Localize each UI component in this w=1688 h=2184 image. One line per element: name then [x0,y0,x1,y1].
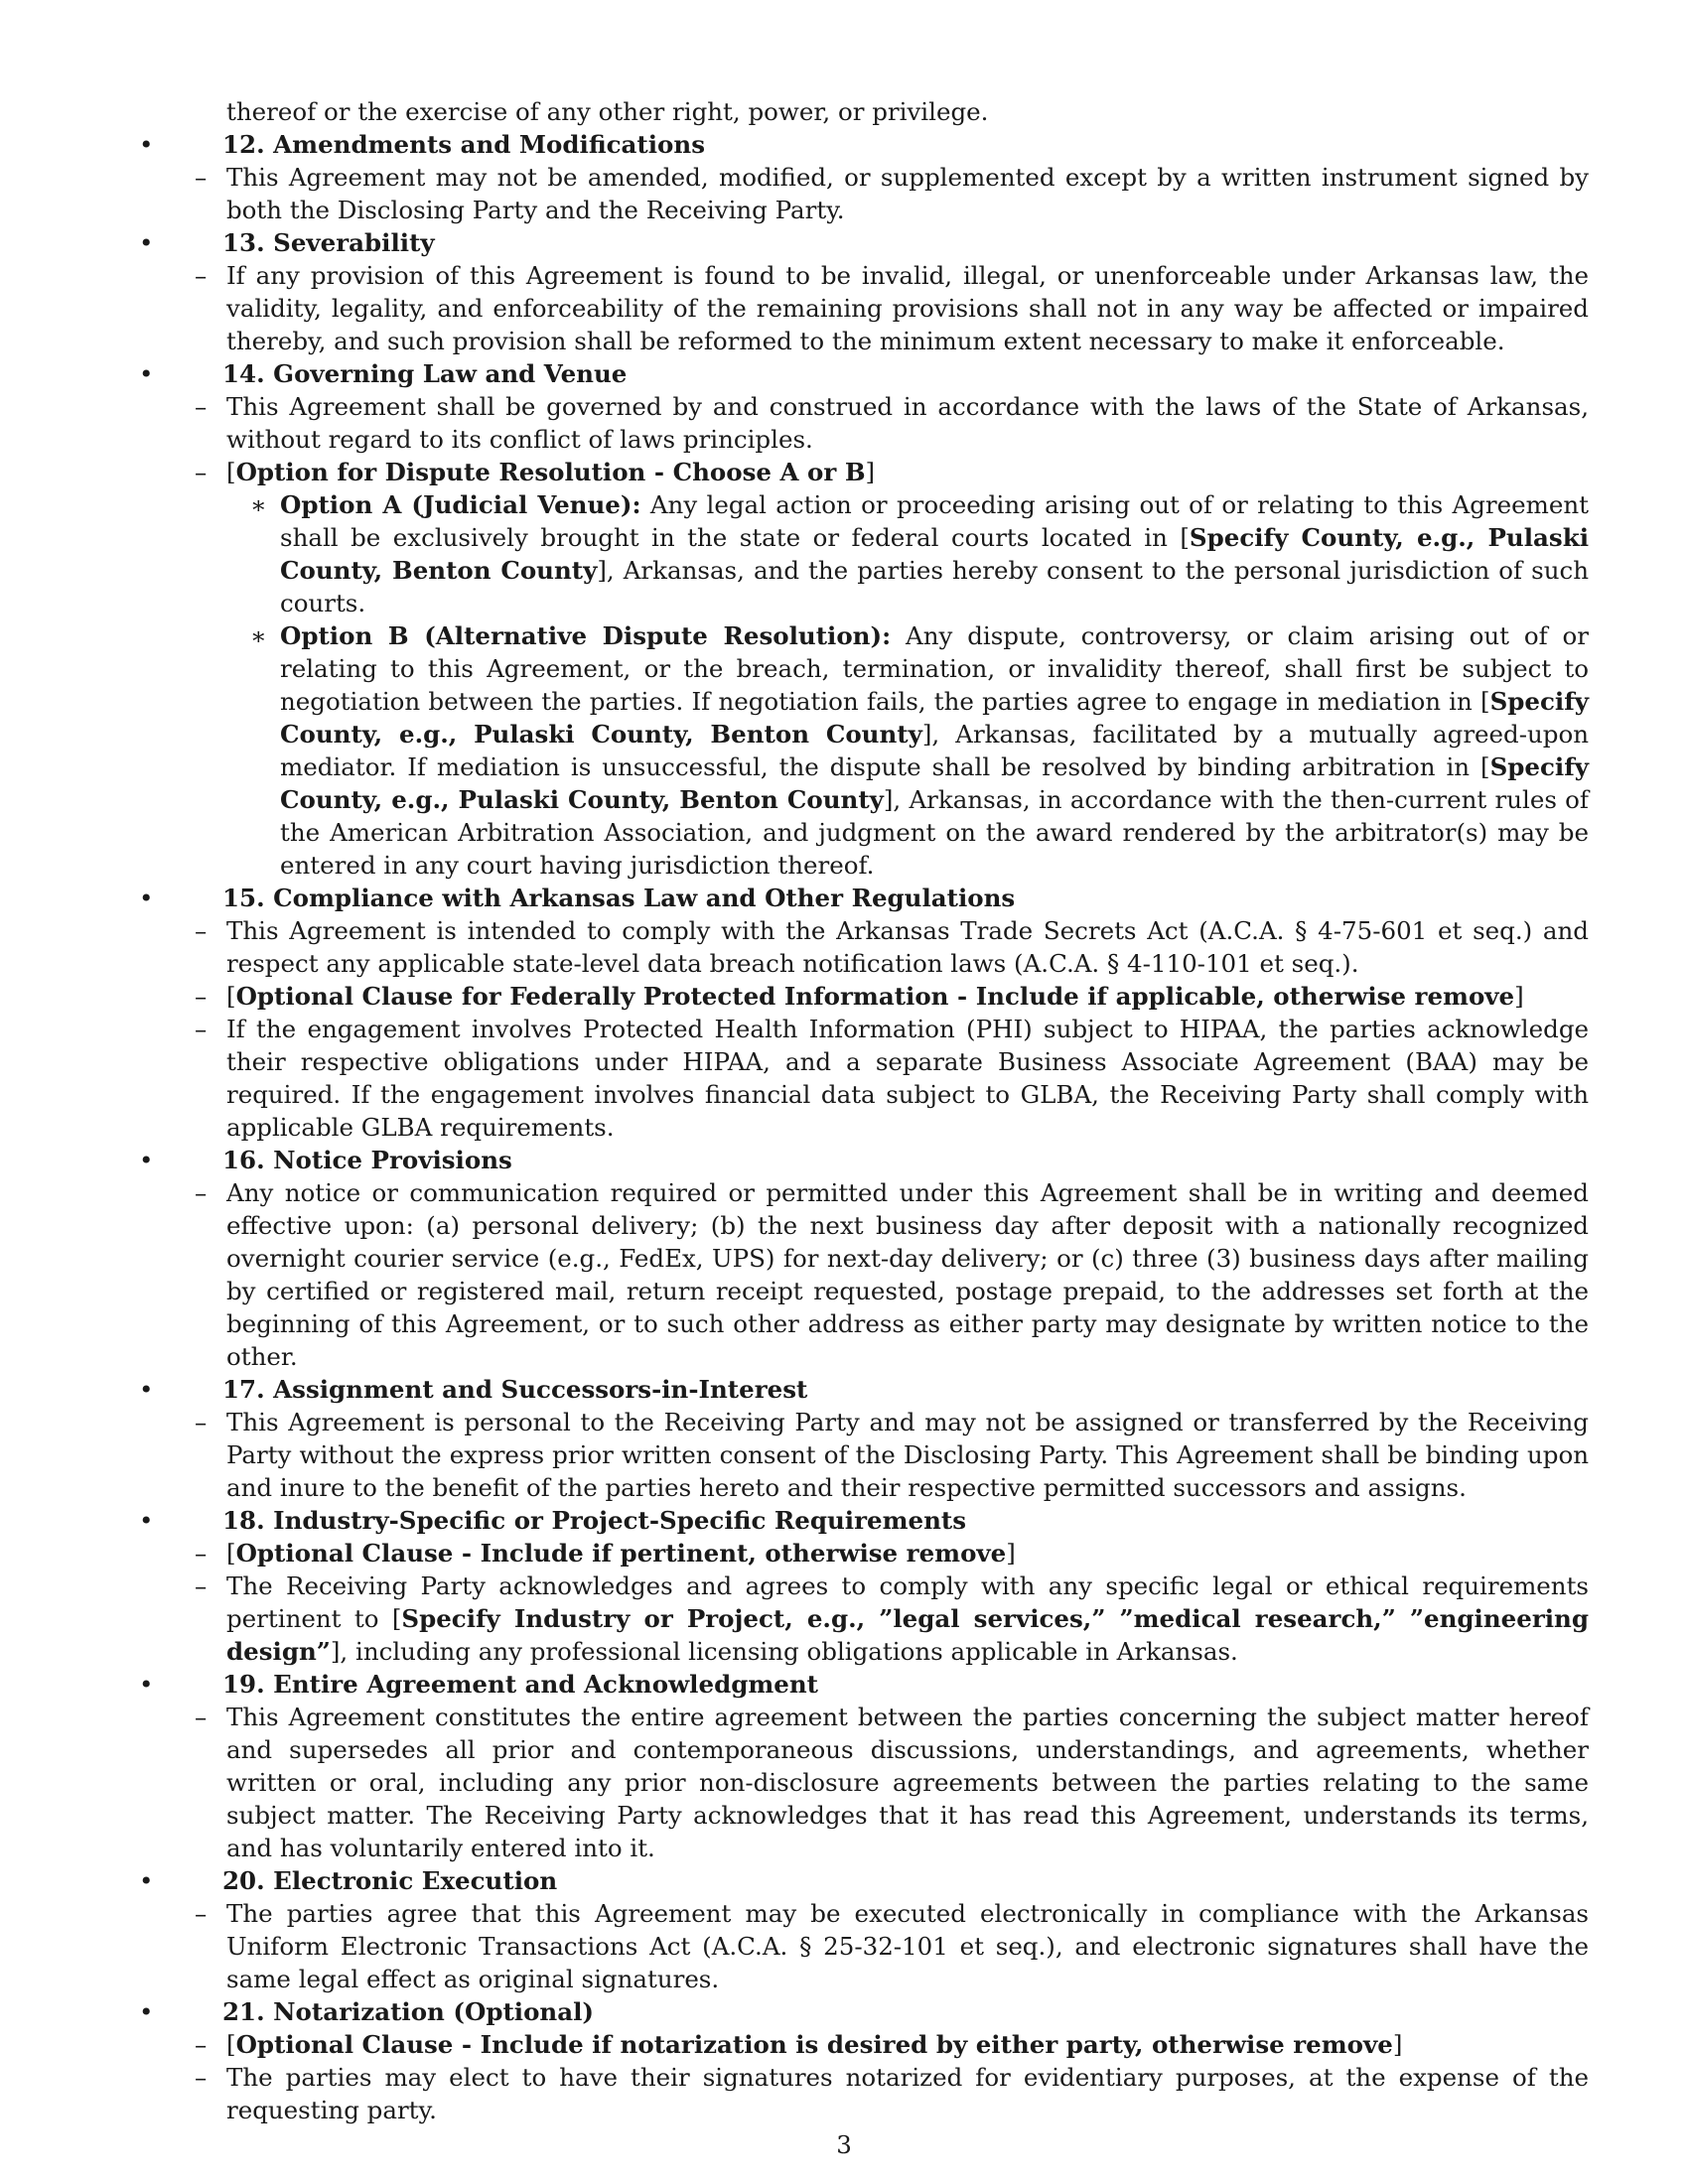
option-b-label: Option B (Alternative Dispute Resolution): [280,621,892,650]
section-13-heading: • 13. Severability [139,226,1589,259]
section-15-option-heading-text: Optional Clause for Federally Protected Information - Include if applicable, otherwise remove [235,982,1515,1011]
section-18-text-1: The Receiving Party acknowledges and agrees to comply with any specific legal or ethical requirements pertinent to [ [226,1571,1589,1633]
option-b-county-2: Specify County, e.g., Pulaski County, Benton County [280,752,1589,814]
section-15-heading: • 15. Compliance with Arkansas Law and Other Regulations [139,882,1589,914]
option-b-county-1: Specify County, e.g., Pulaski County, Benton County [280,687,1589,749]
section-15-option-heading: – [Optional Clause for Federally Protected Information - Include if applicable, otherwise remove] [139,980,1589,1013]
section-14-text: – This Agreement shall be governed by and construed in accordance with the laws of the State of Arkansas, without regard to its conflict of laws principles. [139,390,1589,456]
section-12-heading: • 12. Amendments and Modifications [139,128,1589,161]
section-18-option-heading-text: Optional Clause - Include if pertinent, otherwise remove [235,1539,1007,1568]
section-14-option-a [139,488,1589,619]
section-20-heading: • 20. Electronic Execution [139,1864,1589,1897]
section-18-heading: • 18. Industry-Specific or Project-Specific Requirements [139,1504,1589,1537]
section-16-heading: • 16. Notice Provisions [139,1144,1589,1176]
section-21-option-heading: – [Optional Clause - Include if notarization is desired by either party, otherwise remove] [139,2028,1589,2061]
option-b-text-2: ], Arkansas, facilitated by a mutually agreed-upon mediator. If mediation is unsuccessful, the dispute shall be resolved by binding arbitration in [ [280,720,1589,781]
document-body [139,95,1589,2126]
section-21-heading: • 21. Notarization (Optional) [139,1995,1589,2028]
section-17-text: – This Agreement is personal to the Receiving Party and may not be assigned or transferred by the Receiving Party without the express prior written consent of the Disclosing Party. This Agreement shall be binding upon and inure to the benefit of the parties hereto and their respective permitted successors and assigns. [139,1406,1589,1504]
section-14-option-heading-text: Option for Dispute Resolution - Choose A or B [235,458,866,486]
option-b-text-3: ], Arkansas, in accordance with the then-current rules of the American Arbitration Association, and judgment on the award rendered by the arbitrator(s) may be entered in any court having jurisdiction thereof. [280,785,1589,880]
section-12-text: – This Agreement may not be amended, modified, or supplemented except by a written instrument signed by both the Disclosing Party and the Receiving Party. [139,161,1589,226]
section-18-text [139,1570,1589,1668]
section-18-industry-placeholder: Specify Industry or Project, e.g., ”legal services,” ”medical research,” ”engineering design” [226,1604,1589,1666]
option-b-text-1: Any dispute, controversy, or claim arising out of or relating to this Agreement, or the breach, termination, or invalidity thereof, shall first be subject to negotiation between the parties. If negotiation fails, the parties agree to engage in mediation in [ [280,621,1589,716]
section-15-text-1: – This Agreement is intended to comply with the Arkansas Trade Secrets Act (A.C.A. § 4-75-601 et seq.) and respect any applicable state-level data breach notification laws (A.C.A. § 4-110-101 et seq.). [139,914,1589,980]
option-a-text-2: ], Arkansas, and the parties hereby consent to the personal jurisdiction of such courts. [280,556,1589,617]
section-17-heading: • 17. Assignment and Successors-in-Interest [139,1373,1589,1406]
section-20-text: – The parties agree that this Agreement may be executed electronically in compliance with the Arkansas Uniform Electronic Transactions Act (A.C.A. § 25-32-101 et seq.), and electronic signatures shall have the same legal effect as original signatures. [139,1897,1589,1995]
option-a-text-1: Any legal action or proceeding arising out of or relating to this Agreement shall be exclusively brought in the state or federal courts located in [ [280,490,1589,552]
page-number: 3 [836,2130,852,2159]
option-a-county: Specify County, e.g., Pulaski County, Benton County [280,523,1589,585]
section-19-text: – This Agreement constitutes the entire agreement between the parties concerning the subject matter hereof and supersedes all prior and contemporaneous discussions, understandings, and agreements, whether written or oral, including any prior non-disclosure agreements between the parties relating to the same subject matter. The Receiving Party acknowledges that it has read this Agreement, understands its terms, and has voluntarily entered into it. [139,1701,1589,1864]
section-18-text-2: ], including any professional licensing obligations applicable in Arkansas. [330,1637,1238,1666]
section-13-text: – If any provision of this Agreement is found to be invalid, illegal, or unenforceable under Arkansas law, the validity, legality, and enforceability of the remaining provisions shall not in any way be affected or impaired thereby, and such provision shall be reformed to the minimum extent necessary to make it enforceable. [139,259,1589,357]
section-14-heading: • 14. Governing Law and Venue [139,357,1589,390]
section-16-text: – Any notice or communication required or permitted under this Agreement shall be in writing and deemed effective upon: (a) personal delivery; (b) the next business day after deposit with a nationally recognized overnight courier service (e.g., FedEx, UPS) for next-day delivery; or (c) three (3) business days after mailing by certified or registered mail, return receipt requested, postage prepaid, to the addresses set forth at the beginning of this Agreement, or to such other address as either party may designate by written notice to the other. [139,1176,1589,1373]
option-a-label: Option A (Judicial Venue): [280,490,641,519]
section-18-option-heading: – [Optional Clause - Include if pertinent, otherwise remove] [139,1537,1589,1570]
section-15-text-2: – If the engagement involves Protected Health Information (PHI) subject to HIPAA, the parties acknowledge their respective obligations under HIPAA, and a separate Business Associate Agreement (BAA) may be required. If the engagement involves financial data subject to GLBA, the Receiving Party shall comply with applicable GLBA requirements. [139,1013,1589,1144]
section-21-text: – The parties may elect to have their signatures notarized for evidentiary purposes, at the expense of the requesting party. [139,2061,1589,2126]
section-14-option-heading: – [Option for Dispute Resolution - Choose A or B] [139,456,1589,488]
intro-tail: thereof or the exercise of any other right, power, or privilege. [226,97,989,126]
section-14-option-b [139,619,1589,882]
section-19-heading: • 19. Entire Agreement and Acknowledgment [139,1668,1589,1701]
section-21-option-heading-text: Optional Clause - Include if notarization is desired by either party, otherwise remove [235,2030,1393,2059]
